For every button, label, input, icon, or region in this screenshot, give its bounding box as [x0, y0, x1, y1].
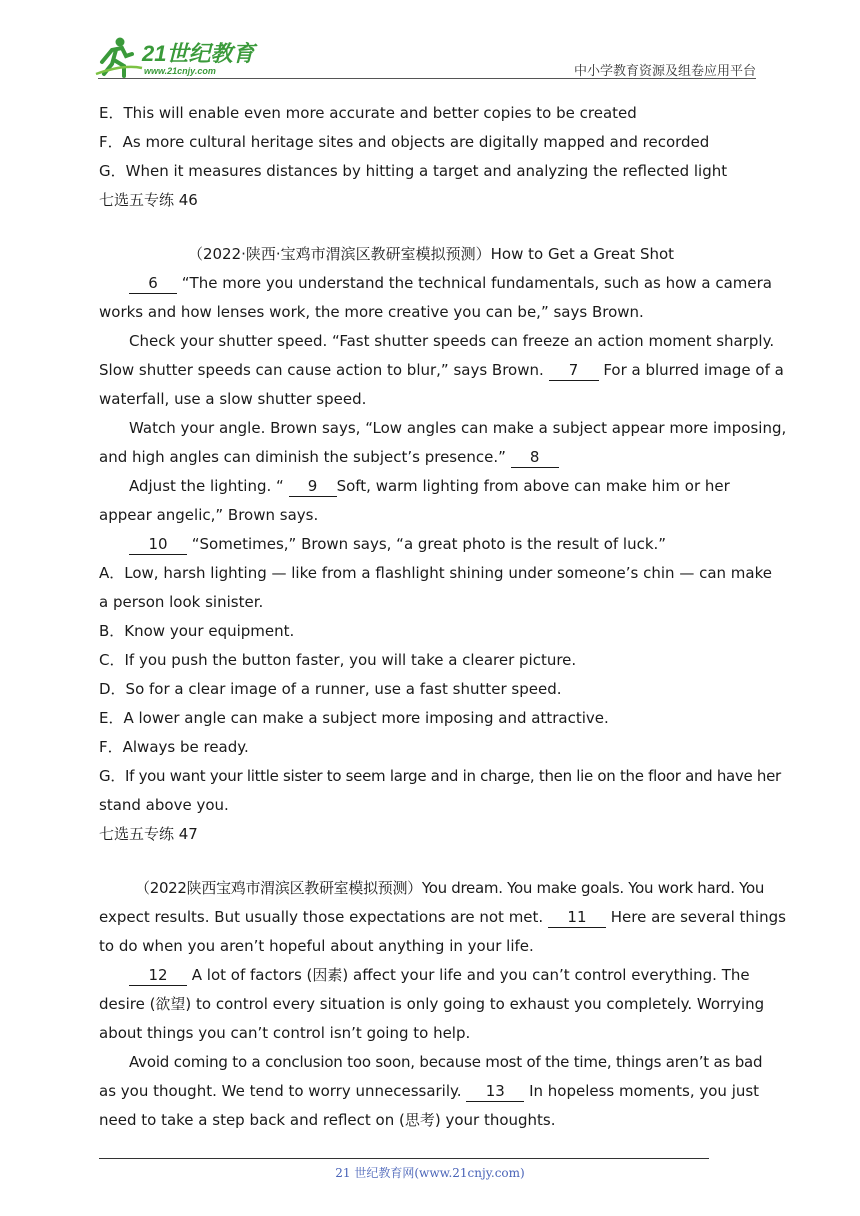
paragraph-line: Watch your angle. Brown says, “Low angles can make a subject appear more imposing, — [129, 419, 787, 437]
header-divider — [98, 78, 756, 79]
section-heading-46: 七选五专练 46 — [99, 191, 198, 209]
paragraph-line: 10 “Sometimes,” Brown says, “a great photo is the result of luck.” — [99, 530, 763, 559]
paragraph-line: 12 A lot of factors (因素) affect your life and you can’t control everything. The — [99, 961, 763, 990]
site-logo[interactable] — [94, 34, 264, 78]
paragraph-line: Slow shutter speeds can cause action to blur,” says Brown. 7 For a blurred image of a — [99, 361, 784, 379]
blank-9[interactable]: 9 — [289, 476, 337, 497]
blank-8[interactable]: 8 — [511, 447, 559, 468]
option-b: B．Know your equipment. — [99, 622, 295, 640]
paragraph-line: appear angelic,” Brown says. — [99, 506, 319, 524]
option-e-prev: E．This will enable even more accurate and better copies to be created — [99, 104, 637, 122]
paragraph-line: Adjust the lighting. “ 9 Soft, warm lighting from above can make him or her — [129, 477, 730, 495]
paragraph-line: Avoid coming to a conclusion too soon, because most of the time, things aren’t as bad — [129, 1053, 763, 1071]
blank-11[interactable]: 11 — [548, 907, 606, 928]
paragraph-line: and high angles can diminish the subject’s presence.” 8 — [99, 443, 763, 472]
passage-title-46: （2022·陕西·宝鸡市渭滨区教研室模拟预测）How to Get a Great Shot — [187, 245, 675, 263]
paragraph-line: need to take a step back and reflect on (思考) your thoughts. — [99, 1111, 556, 1129]
option-e: E．A lower angle can make a subject more imposing and attractive. — [99, 709, 609, 727]
document-body — [99, 99, 787, 1135]
runner-logo-icon — [94, 34, 264, 78]
paragraph-line: works and how lenses work, the more creative you can be,” says Brown. — [99, 303, 644, 321]
option-g: G．If you want your little sister to seem large and in charge, then lie on the floor and have her — [99, 767, 781, 785]
option-a: A．Low, harsh lighting — like from a flashlight shining under someone’s chin — can make — [99, 564, 772, 582]
blank-6[interactable]: 6 — [129, 273, 177, 294]
option-a-cont: a person look sinister. — [99, 593, 264, 611]
logo-url: www.21cnjy.com — [144, 66, 216, 76]
paragraph-line: waterfall, use a slow shutter speed. — [99, 390, 367, 408]
logo-text: 21世纪教育 — [142, 41, 255, 66]
option-d: D．So for a clear image of a runner, use a fast shutter speed. — [99, 680, 562, 698]
blank-12[interactable]: 12 — [129, 965, 187, 986]
option-g-prev: G．When it measures distances by hitting a target and analyzing the reflected light — [99, 162, 728, 180]
section-heading-47: 七选五专练 47 — [99, 825, 198, 843]
option-g-cont: stand above you. — [99, 796, 229, 814]
paragraph-line: Check your shutter speed. “Fast shutter speeds can freeze an action moment sharply. — [129, 332, 775, 350]
footer-link[interactable]: 21 世纪教育网(www.21cnjy.com) — [335, 1166, 525, 1180]
paragraph-line: about things you can’t control isn’t going to help. — [99, 1024, 471, 1042]
paragraph-line: 6 “The more you understand the technical fundamentals, such as how a camera — [99, 269, 763, 298]
paragraph-line: desire (欲望) to control every situation is only going to exhaust you completely. Worrying — [99, 995, 765, 1013]
option-f-prev: F．As more cultural heritage sites and objects are digitally mapped and recorded — [99, 133, 710, 151]
paragraph-line: expect results. But usually those expectations are not met. 11 Here are several things — [99, 908, 786, 926]
footer-divider — [99, 1158, 709, 1159]
blank-13[interactable]: 13 — [466, 1081, 524, 1102]
blank-7[interactable]: 7 — [549, 360, 599, 381]
paragraph-line: （2022陕西宝鸡市渭滨区教研室模拟预测）You dream. You make goals. You work hard. You — [135, 879, 765, 897]
paragraph-line: as you thought. We tend to worry unnecessarily. 13 In hopeless moments, you just — [99, 1082, 760, 1100]
header-platform-text: 中小学教育资源及组卷应用平台 — [573, 64, 756, 79]
option-f: F．Always be ready. — [99, 738, 249, 756]
paragraph-line: to do when you aren’t hopeful about anything in your life. — [99, 937, 534, 955]
blank-10[interactable]: 10 — [129, 534, 187, 555]
option-c: C．If you push the button faster, you will take a clearer picture. — [99, 651, 577, 669]
